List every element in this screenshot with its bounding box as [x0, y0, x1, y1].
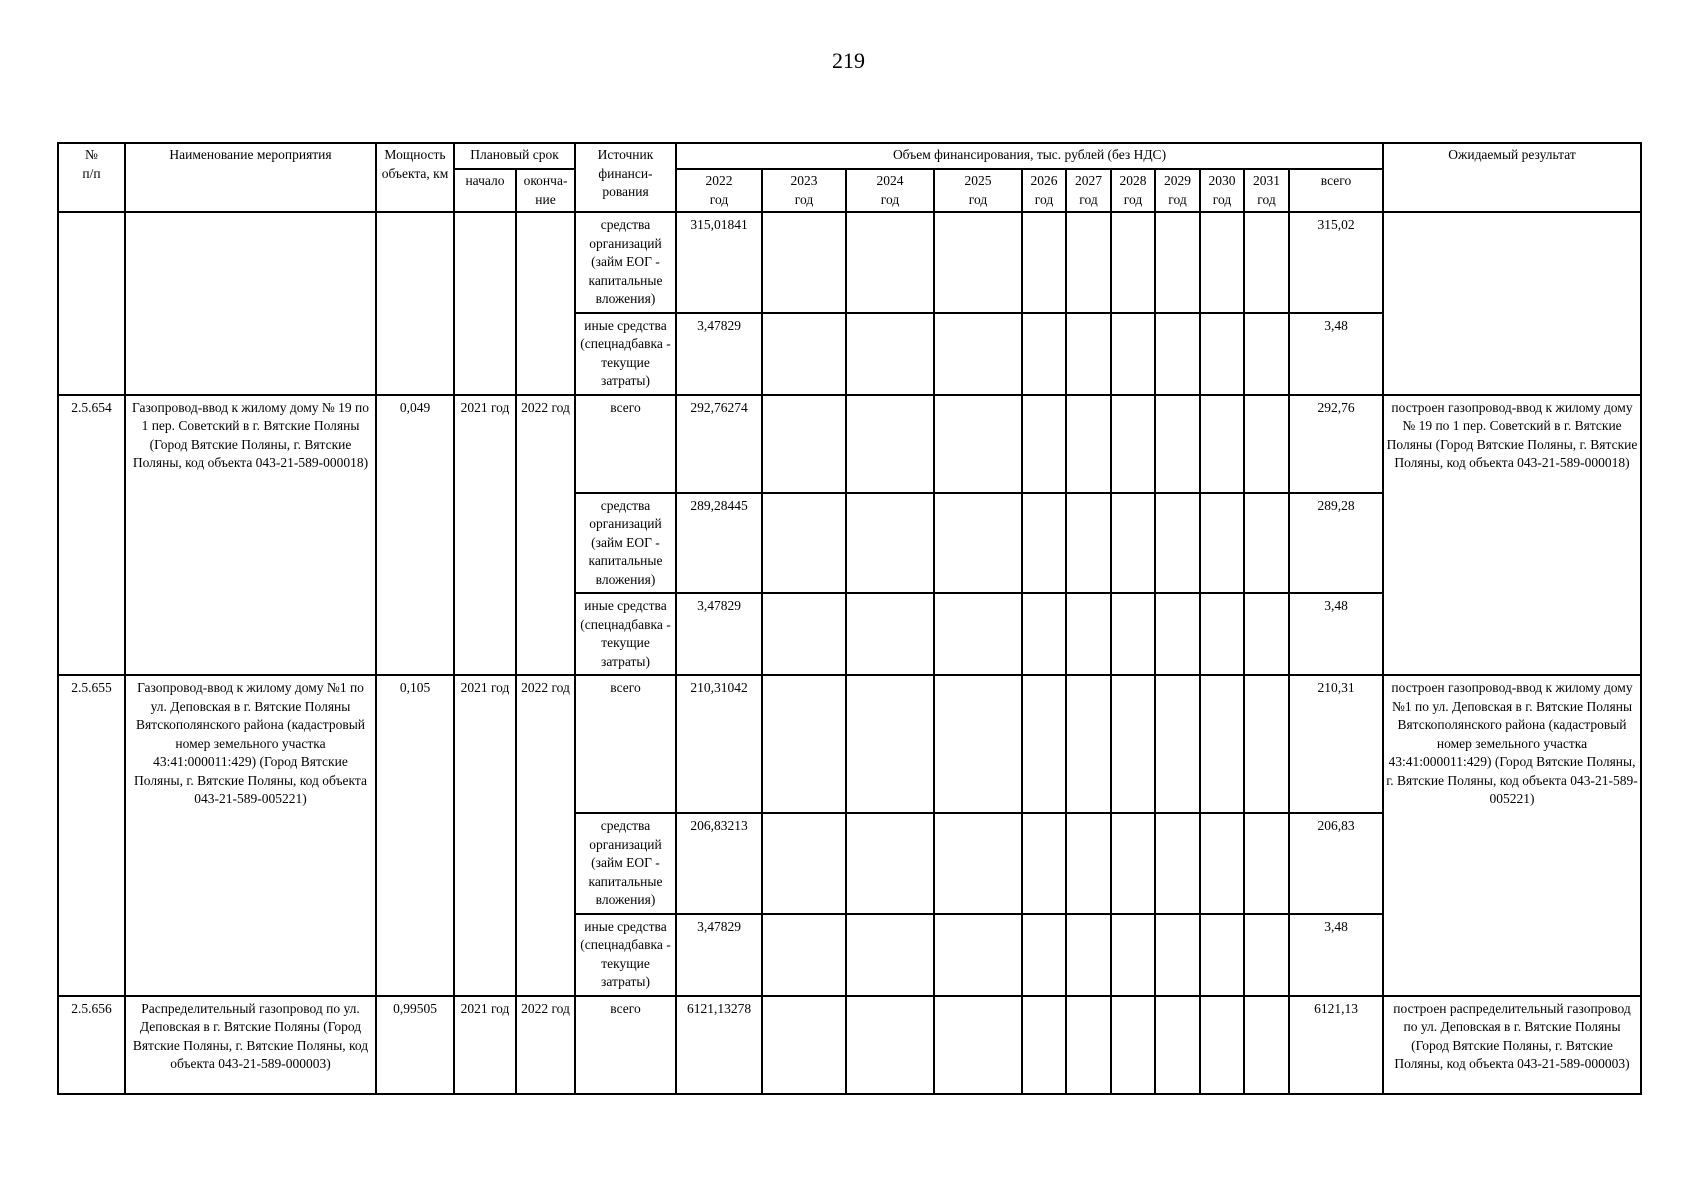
amount-empty	[934, 212, 1022, 313]
amount-empty	[762, 813, 846, 914]
header-volume: Объем финансирования, тыс. рублей (без НДС)	[676, 143, 1383, 169]
amount-2022: 3,47829	[676, 313, 762, 395]
amount-empty	[934, 996, 1022, 1094]
amount-empty	[1111, 996, 1155, 1094]
amount-empty	[1200, 493, 1244, 594]
amount-empty	[934, 493, 1022, 594]
header-power: Мощность объекта, км	[376, 143, 454, 212]
amount-empty	[1155, 395, 1200, 493]
amount-empty	[1244, 914, 1289, 996]
amount-empty	[1200, 996, 1244, 1094]
header-name: Наименование мероприятия	[125, 143, 376, 212]
measure-name: Газопровод-ввод к жилому дому № 19 по 1 пер. Советский в г. Вятские Поляны (Город Вятские Поляны, г. Вятские Поляны, код объекта 043-21-589-000018)	[125, 395, 376, 676]
amount-empty	[1200, 395, 1244, 493]
amount-empty	[1111, 675, 1155, 813]
amount-empty	[762, 675, 846, 813]
object-power: 0,99505	[376, 996, 454, 1094]
term-end: 2022 год	[516, 395, 575, 676]
amount-empty	[1155, 914, 1200, 996]
amount-empty	[762, 996, 846, 1094]
amount-total: 289,28	[1289, 493, 1383, 594]
header-year: 2023 год	[762, 169, 846, 212]
amount-2022: 289,28445	[676, 493, 762, 594]
funding-source: средства организаций (займ ЕОГ - капитальные вложения)	[575, 212, 676, 313]
amount-empty	[1022, 395, 1066, 493]
amount-total: 315,02	[1289, 212, 1383, 313]
amount-total: 3,48	[1289, 313, 1383, 395]
amount-2022: 3,47829	[676, 593, 762, 675]
amount-empty	[1066, 813, 1111, 914]
funding-source: средства организаций (займ ЕОГ - капитальные вложения)	[575, 813, 676, 914]
header-source: Источник финанси- рования	[575, 143, 676, 212]
expected-result: построен газопровод-ввод к жилому дому № 19 по 1 пер. Советский в г. Вятские Поляны (Город Вятские Поляны, г. Вятские Поляны, код объекта 043-21-589-000018)	[1383, 395, 1641, 676]
header-year: 2022 год	[676, 169, 762, 212]
amount-total: 206,83	[1289, 813, 1383, 914]
header-term-end: оконча- ние	[516, 169, 575, 212]
amount-empty	[1066, 675, 1111, 813]
measure-name: Распределительный газопровод по ул. Деповская в г. Вятские Поляны (Город Вятские Поляны, г. Вятские Поляны, код объекта 043-21-589-000003)	[125, 996, 376, 1094]
amount-empty	[1022, 493, 1066, 594]
amount-empty	[1155, 493, 1200, 594]
amount-empty	[1022, 675, 1066, 813]
amount-empty	[1066, 313, 1111, 395]
expected-result: построен газопровод-ввод к жилому дому №1 по ул. Деповская в г. Вятские Поляны Вятскополянского района (кадастровый номер земельного участка 43:41:000011:429) (Город Вятские Поляны, г. Вятские Поляны, код объекта 043-21-589-005221)	[1383, 675, 1641, 996]
amount-empty	[1200, 914, 1244, 996]
table-row	[58, 996, 1641, 1094]
amount-total: 292,76	[1289, 395, 1383, 493]
amount-empty	[934, 813, 1022, 914]
amount-empty	[1155, 996, 1200, 1094]
amount-empty	[762, 593, 846, 675]
amount-empty	[1200, 675, 1244, 813]
header-total: всего	[1289, 169, 1383, 212]
funding-source: средства организаций (займ ЕОГ - капитальные вложения)	[575, 493, 676, 594]
measure-name: Газопровод-ввод к жилому дому №1 по ул. Деповская в г. Вятские Поляны Вятскополянского района (кадастровый номер земельного участка 43:41:000011:429) (Город Вятские Поляны, г. Вятские Поляны, код объекта 043-21-589-005221)	[125, 675, 376, 996]
amount-2022: 6121,13278	[676, 996, 762, 1094]
amount-empty	[846, 493, 934, 594]
term-start: 2021 год	[454, 996, 516, 1094]
amount-empty	[846, 914, 934, 996]
term-end: 2022 год	[516, 675, 575, 996]
header-num: № п/п	[58, 143, 125, 212]
expected-result	[1383, 212, 1641, 395]
amount-empty	[1155, 212, 1200, 313]
amount-empty	[1111, 813, 1155, 914]
header-year: 2025 год	[934, 169, 1022, 212]
amount-empty	[846, 212, 934, 313]
amount-empty	[1111, 593, 1155, 675]
amount-empty	[846, 395, 934, 493]
amount-empty	[1022, 593, 1066, 675]
financing-table	[57, 142, 1642, 1095]
amount-total: 6121,13	[1289, 996, 1383, 1094]
amount-total: 3,48	[1289, 914, 1383, 996]
funding-source: иные средства (спецнадбавка - текущие затраты)	[575, 914, 676, 996]
funding-source: иные средства (спецнадбавка - текущие затраты)	[575, 593, 676, 675]
amount-empty	[1200, 593, 1244, 675]
amount-total: 210,31	[1289, 675, 1383, 813]
term-end	[516, 212, 575, 395]
amount-empty	[1066, 493, 1111, 594]
amount-empty	[1244, 996, 1289, 1094]
header-term: Плановый срок	[454, 143, 575, 169]
amount-empty	[1066, 395, 1111, 493]
funding-source: всего	[575, 996, 676, 1094]
funding-source: иные средства (спецнадбавка - текущие затраты)	[575, 313, 676, 395]
amount-empty	[1022, 914, 1066, 996]
amount-empty	[1066, 212, 1111, 313]
amount-empty	[1244, 675, 1289, 813]
page-number: 219	[832, 48, 865, 73]
amount-empty	[934, 675, 1022, 813]
measure-name	[125, 212, 376, 395]
header-year: 2030 год	[1200, 169, 1244, 212]
row-number: 2.5.655	[58, 675, 125, 996]
amount-empty	[1244, 593, 1289, 675]
object-power: 0,105	[376, 675, 454, 996]
amount-empty	[1155, 593, 1200, 675]
amount-empty	[762, 493, 846, 594]
amount-empty	[1111, 493, 1155, 594]
header-term-start: начало	[454, 169, 516, 212]
amount-empty	[934, 395, 1022, 493]
amount-empty	[846, 593, 934, 675]
amount-empty	[846, 313, 934, 395]
amount-2022: 315,01841	[676, 212, 762, 313]
amount-total: 3,48	[1289, 593, 1383, 675]
term-start: 2021 год	[454, 675, 516, 996]
amount-empty	[762, 395, 846, 493]
amount-empty	[762, 212, 846, 313]
header-year: 2026 год	[1022, 169, 1066, 212]
amount-empty	[1244, 813, 1289, 914]
header-year: 2027 год	[1066, 169, 1111, 212]
funding-source: всего	[575, 395, 676, 493]
amount-empty	[1111, 313, 1155, 395]
amount-empty	[1066, 996, 1111, 1094]
amount-empty	[1244, 313, 1289, 395]
amount-empty	[1022, 813, 1066, 914]
row-number	[58, 212, 125, 395]
row-number: 2.5.654	[58, 395, 125, 676]
table-row	[58, 212, 1641, 313]
amount-empty	[1244, 212, 1289, 313]
amount-empty	[1111, 395, 1155, 493]
amount-empty	[762, 914, 846, 996]
amount-2022: 210,31042	[676, 675, 762, 813]
amount-empty	[1111, 914, 1155, 996]
amount-empty	[1244, 493, 1289, 594]
amount-empty	[1244, 395, 1289, 493]
amount-2022: 206,83213	[676, 813, 762, 914]
amount-empty	[846, 675, 934, 813]
amount-empty	[1022, 212, 1066, 313]
amount-2022: 3,47829	[676, 914, 762, 996]
table-row	[58, 395, 1641, 493]
amount-empty	[1111, 212, 1155, 313]
term-start: 2021 год	[454, 395, 516, 676]
amount-empty	[934, 313, 1022, 395]
amount-empty	[846, 996, 934, 1094]
amount-empty	[1155, 313, 1200, 395]
term-end: 2022 год	[516, 996, 575, 1094]
amount-empty	[1066, 914, 1111, 996]
amount-empty	[1022, 996, 1066, 1094]
amount-empty	[1200, 212, 1244, 313]
amount-2022: 292,76274	[676, 395, 762, 493]
table-row	[58, 675, 1641, 813]
header-year: 2024 год	[846, 169, 934, 212]
header-year: 2029 год	[1155, 169, 1200, 212]
amount-empty	[1155, 813, 1200, 914]
header-year: 2031 год	[1244, 169, 1289, 212]
object-power: 0,049	[376, 395, 454, 676]
term-start	[454, 212, 516, 395]
expected-result: построен распределительный газопровод по ул. Деповская в г. Вятские Поляны (Город Вятские Поляны, г. Вятские Поляны, код объекта 043-21-589-000003)	[1383, 996, 1641, 1094]
header-result: Ожидаемый результат	[1383, 143, 1641, 212]
amount-empty	[1022, 313, 1066, 395]
amount-empty	[934, 914, 1022, 996]
amount-empty	[1155, 675, 1200, 813]
amount-empty	[762, 313, 846, 395]
amount-empty	[846, 813, 934, 914]
header-year: 2028 год	[1111, 169, 1155, 212]
amount-empty	[1200, 813, 1244, 914]
amount-empty	[934, 593, 1022, 675]
amount-empty	[1066, 593, 1111, 675]
row-number: 2.5.656	[58, 996, 125, 1094]
funding-source: всего	[575, 675, 676, 813]
amount-empty	[1200, 313, 1244, 395]
object-power	[376, 212, 454, 395]
